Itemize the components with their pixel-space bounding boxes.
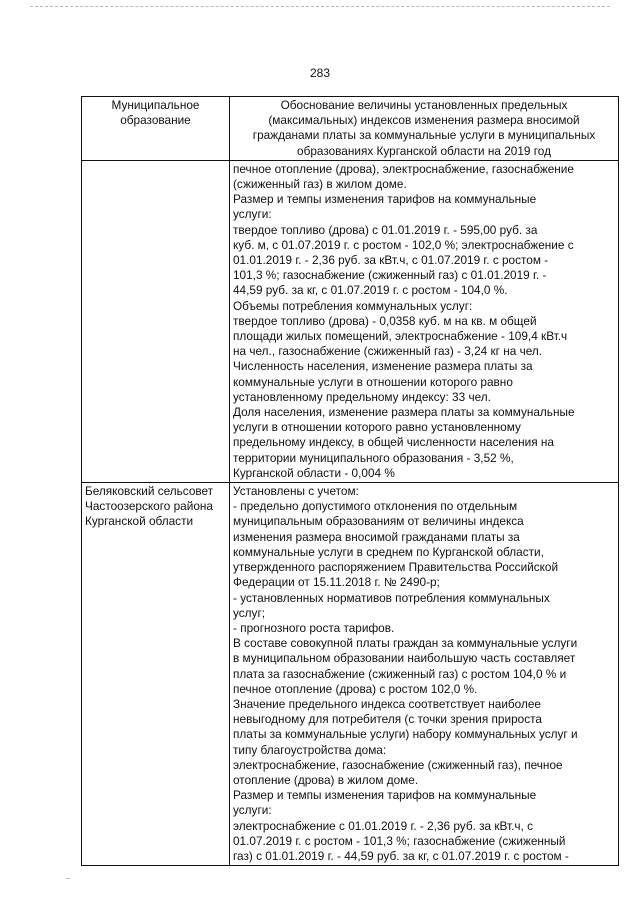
table-header-row bbox=[82, 97, 619, 161]
justification-line: на чел., газоснабжение (сжиженный газ) - 3,24 кг на чел. bbox=[233, 344, 543, 359]
justification-line: Объемы потребления коммунальных услуг: bbox=[233, 298, 473, 313]
municipality-cell bbox=[82, 160, 230, 482]
justification-line: печное отопление (дрова), электроснабжение, газоснабжение bbox=[233, 161, 574, 176]
justification-line: 44,59 руб. за кг, с 01.07.2019 г. с ростом - 104,0 %. bbox=[233, 283, 508, 298]
justification-line: предельному индексу, в общей численности населения на bbox=[233, 435, 554, 450]
justification-line: изменения размера вносимой гражданами платы за bbox=[233, 529, 520, 544]
justification-cell bbox=[230, 483, 619, 866]
justification-line: Значение предельного индекса соответствует наиболее bbox=[233, 696, 541, 711]
justification-line: невыгодному для потребителя (с точки зрения прироста bbox=[233, 712, 542, 727]
justification-line: плата за газоснабжение (сжиженный газ) с ростом 104,0 % и bbox=[233, 666, 567, 681]
justification-line: типу благоустройства дома: bbox=[233, 742, 387, 757]
justification-line: утвержденного распоряжением Правительства Российской bbox=[233, 560, 559, 575]
justification-line: электроснабжение с 01.01.2019 г. - 2,36 руб. за кВт.ч, с bbox=[233, 818, 534, 833]
justification-line: твердое топливо (дрова) - 0,0358 куб. м на кв. м общей bbox=[233, 313, 537, 328]
justification-line: коммунальные услуги в отношении которого равно bbox=[233, 374, 513, 389]
page-number: 283 bbox=[309, 66, 331, 80]
justification-line: отопление (дрова) в жилом доме. bbox=[233, 772, 419, 787]
justification-line: площади жилых помещений, электроснабжение - 109,4 кВт.ч bbox=[233, 329, 568, 344]
header-line: Муниципальное bbox=[111, 98, 200, 112]
header-line: (максимальных) индексов изменения размера вносимой bbox=[268, 113, 580, 128]
justification-line: - прогнозного роста тарифов. bbox=[233, 620, 395, 635]
municipality-cell bbox=[82, 483, 230, 866]
scan-artifact-line bbox=[30, 6, 610, 7]
justification-line: коммунальные услуги в среднем по Курганской области, bbox=[233, 544, 544, 559]
justification-line: куб. м, с 01.07.2019 г. с ростом - 102,0 %; электроснабжение с bbox=[233, 237, 574, 252]
tariff-justification-table bbox=[81, 96, 619, 866]
table-row bbox=[82, 483, 619, 866]
municipality-line: Частоозерского района bbox=[85, 499, 213, 514]
justification-cell bbox=[230, 160, 619, 482]
justification-line: 01.01.2019 г. - 2,36 руб. за кВт.ч, с 01.07.2019 г. с ростом - bbox=[233, 253, 549, 268]
scan-artifact-mark bbox=[66, 878, 70, 879]
justification-line: - предельно допустимого отклонения по отдельным bbox=[233, 499, 518, 514]
justification-line: услуги: bbox=[233, 803, 272, 818]
municipality-line: Беляковский сельсовет bbox=[85, 484, 214, 499]
justification-line: услуги в отношении которого равно установленному bbox=[233, 420, 521, 435]
justification-line: газ) с 01.01.2019 г. - 44,59 руб. за кг, с 01.07.2019 г. с ростом - bbox=[233, 848, 569, 863]
justification-line: Федерации от 15.11.2018 г. № 2490-р; bbox=[233, 575, 440, 590]
justification-line: твердое топливо (дрова) с 01.01.2019 г. - 595,00 руб. за bbox=[233, 222, 538, 237]
justification-line: Доля населения, изменение размера платы за коммунальные bbox=[233, 405, 575, 420]
justification-line: Размер и темпы изменения тарифов на коммунальные bbox=[233, 788, 537, 803]
justification-line: 101,3 %; газоснабжение (сжиженный газ) с 01.01.2019 г. - bbox=[233, 268, 547, 283]
header-line: гражданами платы за коммунальные услуги в муниципальных bbox=[252, 128, 596, 143]
justification-line: Курганской области - 0,004 % bbox=[233, 465, 395, 480]
justification-line: (сжиженный газ) в жилом доме. bbox=[233, 177, 407, 192]
justification-line: Установлены с учетом: bbox=[233, 484, 359, 499]
justification-line: Численность населения, изменение размера платы за bbox=[233, 359, 533, 374]
justification-line: в муниципальном образовании наибольшую часть составляет bbox=[233, 651, 576, 666]
justification-line: услуги: bbox=[233, 207, 272, 222]
justification-line: В составе совокупной платы граждан за коммунальные услуги bbox=[233, 636, 578, 651]
justification-line: Размер и темпы изменения тарифов на коммунальные bbox=[233, 192, 537, 207]
header-municipality bbox=[82, 97, 230, 161]
header-line: образованиях Курганской области на 2019 год bbox=[297, 143, 551, 158]
header-justification bbox=[230, 97, 619, 161]
header-line: образование bbox=[120, 113, 191, 128]
header-line: Обоснование величины установленных предельных bbox=[280, 98, 568, 112]
justification-line: установленному предельному индексу: 33 чел. bbox=[233, 389, 491, 404]
justification-line: платы за коммунальные услуги) набору коммунальных услуг и bbox=[233, 727, 578, 742]
justification-line: территории муниципального образования - 3,52 %, bbox=[233, 450, 514, 465]
table-row bbox=[82, 160, 619, 482]
justification-line: - установленных нормативов потребления коммунальных bbox=[233, 590, 550, 605]
justification-line: муниципальным образованиям от величины индекса bbox=[233, 514, 524, 529]
justification-line: услуг; bbox=[233, 605, 266, 620]
municipality-line: Курганской области bbox=[85, 514, 194, 529]
justification-line: печное отопление (дрова) с ростом 102,0 %. bbox=[233, 681, 478, 696]
justification-line: электроснабжение, газоснабжение (сжиженный газ), печное bbox=[233, 757, 563, 772]
justification-line: 01.07.2019 г. с ростом - 101,3 %; газоснабжение (сжиженный bbox=[233, 833, 566, 848]
